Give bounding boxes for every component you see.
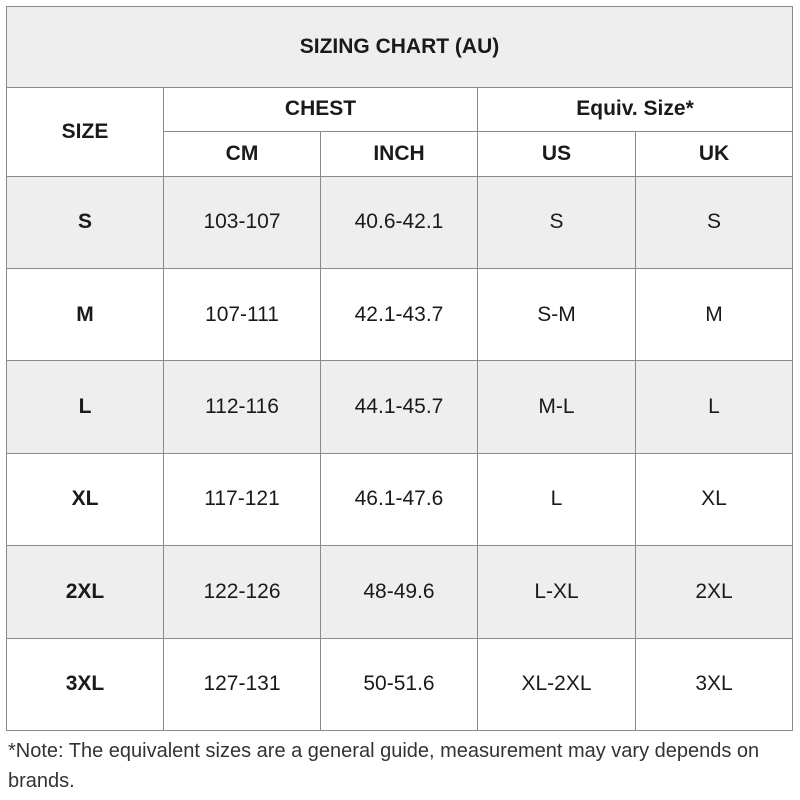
chest-cm-cell: 107-111 <box>164 269 321 361</box>
footnote: *Note: The equivalent sizes are a general guide, measurement may vary depends on brands. <box>8 740 760 792</box>
chest-inch-cell: 48-49.6 <box>321 546 478 638</box>
chest-cm-cell: 112-116 <box>164 361 321 453</box>
table-row <box>7 453 793 545</box>
size-cell: L <box>7 361 164 453</box>
size-cell: 3XL <box>7 638 164 730</box>
equiv-size-group-header: Equiv. Size* <box>478 88 793 131</box>
uk-size-cell: XL <box>636 453 793 545</box>
size-cell: S <box>7 176 164 268</box>
chest-inch-cell: 40.6-42.1 <box>321 176 478 268</box>
sizing-chart-table <box>6 6 793 731</box>
table-row <box>7 546 793 638</box>
size-column-header: SIZE <box>7 88 164 176</box>
table-title: SIZING CHART (AU) <box>7 7 793 88</box>
size-cell: XL <box>7 453 164 545</box>
table-row <box>7 176 793 268</box>
us-size-cell: L <box>478 453 636 545</box>
us-column-header: US <box>478 131 636 176</box>
us-size-cell: M-L <box>478 361 636 453</box>
inch-column-header: INCH <box>321 131 478 176</box>
chest-inch-cell: 44.1-45.7 <box>321 361 478 453</box>
chest-cm-cell: 122-126 <box>164 546 321 638</box>
cm-column-header: CM <box>164 131 321 176</box>
chest-inch-cell: 42.1-43.7 <box>321 269 478 361</box>
table-row <box>7 638 793 730</box>
table-row <box>7 269 793 361</box>
uk-column-header: UK <box>636 131 793 176</box>
chest-cm-cell: 103-107 <box>164 176 321 268</box>
us-size-cell: S-M <box>478 269 636 361</box>
size-cell: M <box>7 269 164 361</box>
chest-inch-cell: 50-51.6 <box>321 638 478 730</box>
uk-size-cell: M <box>636 269 793 361</box>
chest-cm-cell: 127-131 <box>164 638 321 730</box>
us-size-cell: XL-2XL <box>478 638 636 730</box>
uk-size-cell: 3XL <box>636 638 793 730</box>
chest-group-header: CHEST <box>164 88 478 131</box>
us-size-cell: S <box>478 176 636 268</box>
size-cell: 2XL <box>7 546 164 638</box>
uk-size-cell: L <box>636 361 793 453</box>
table-row <box>7 361 793 453</box>
us-size-cell: L-XL <box>478 546 636 638</box>
chest-inch-cell: 46.1-47.6 <box>321 453 478 545</box>
uk-size-cell: 2XL <box>636 546 793 638</box>
chest-cm-cell: 117-121 <box>164 453 321 545</box>
uk-size-cell: S <box>636 176 793 268</box>
